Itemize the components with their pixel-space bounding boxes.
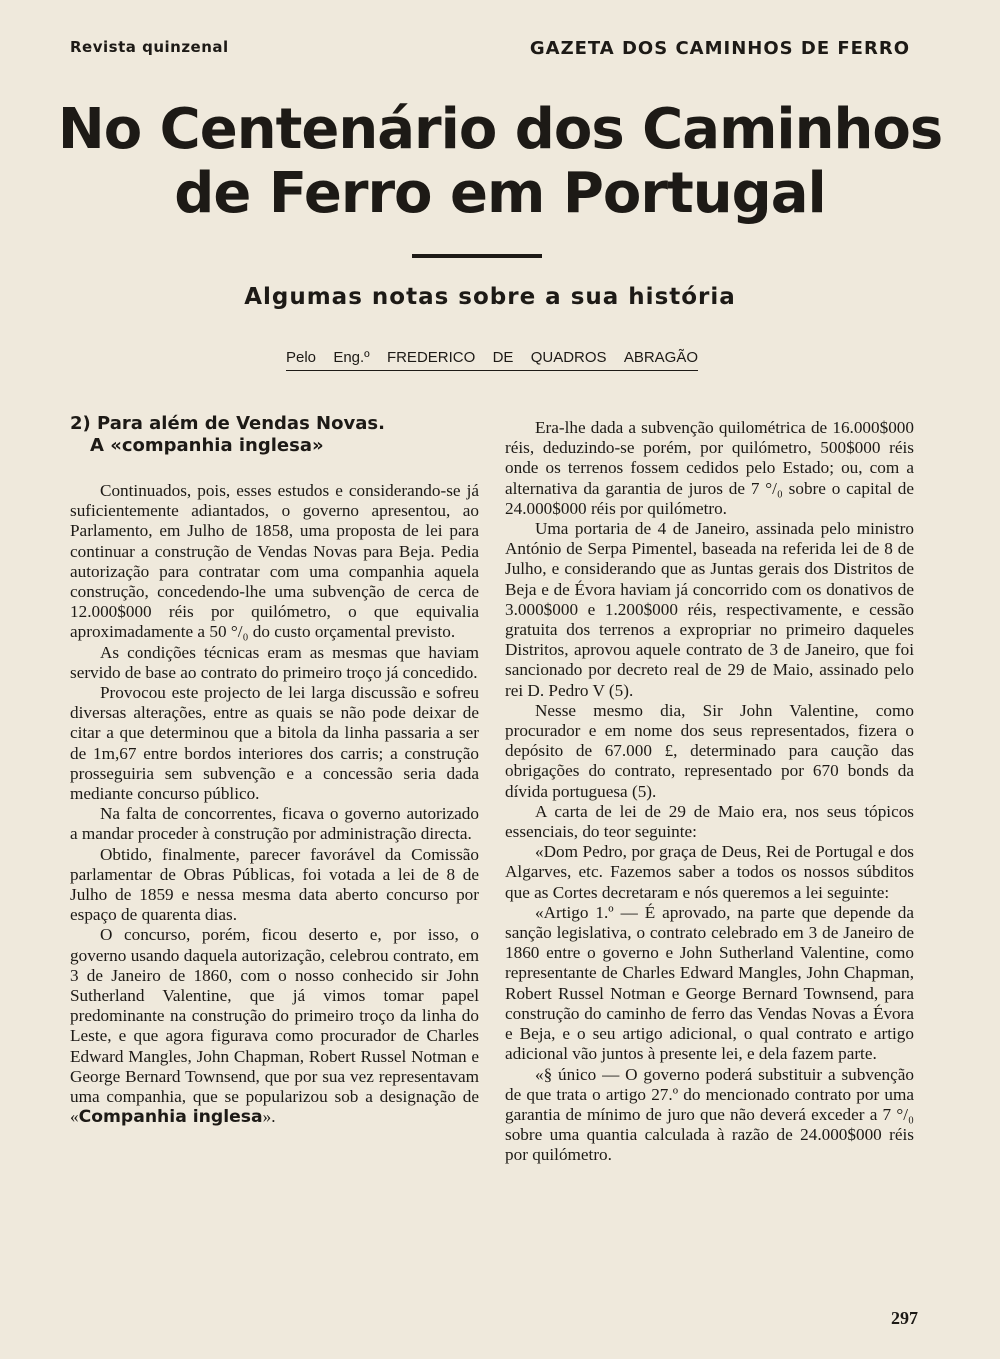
section-heading-line-2: A «companhia inglesa» (90, 435, 324, 456)
paragraph-text: O concurso, porém, ficou deserto e, por isso, o governo usando daquela autorização, celebrou contrato, em 3 de Janeiro de 1860, com o nosso conhecido sir John Sutherland Valentine, que já vimos tomar papel predominante na construção do primeiro troço da linha do Leste, e que agora figurava como procurador de Charles Edward Mangles, John Chapman, Robert Russel Notman e George Bernard Townsend, que por sua vez representavam uma companhia, que se popularizou sob a designação de « (70, 925, 479, 1127)
byline-word: Pelo (286, 349, 317, 366)
paragraph-end: ». (262, 1107, 276, 1127)
right-column (505, 418, 914, 1166)
paragraph: Uma portaria de 4 de Janeiro, assinada pelo ministro António de Serpa Pimentel, baseada na referida lei de 8 de Julho, e considerando que as Juntas gerais dos Distritos de Beja e de Évora haviam já concorrido com os donativos de 3.000$000 e 1.200$000 réis, respectivamente, e cessão gratuita dos terrenos a expropriar no primeiro daqueles Distritos, aprovou aquele contrato de 3 de Janeiro, que foi sancionado por decreto real de 29 de Maio, assinado pelo rei D. Pedro V (5). (505, 519, 914, 700)
article-title-line-2: de Ferro em Portugal (174, 161, 826, 226)
paragraph: Era-lhe dada a subvenção quilométrica de 16.000$000 réis, deduzindo-se porém, por quilómetro, 500$000 réis onde os terrenos fossem cedidos pelo Estado; ou, com a alternativa da garantia de juros de 7 °/₀ sobre o capital de 24.000$000 réis por quilómetro. (505, 418, 914, 518)
paragraph: «§ único — O governo poderá substituir a subvenção de que trata o artigo 27.º do mencionado contrato por uma garantia de mínimo de juro que não deverá exceder a 7 °/₀ sobre uma quantia calculada à razão de 24.000$000 réis por quilómetro. (505, 1064, 914, 1165)
section-heading (70, 413, 385, 457)
paragraph: As condições técnicas eram as mesmas que haviam servido de base ao contrato do primeiro troço já concedido. (70, 642, 479, 682)
running-header-right: GAZETA DOS CAMINHOS DE FERRO (529, 38, 910, 59)
page-number: 297 (891, 1308, 918, 1328)
article-title (40, 98, 960, 226)
paragraph: Continuados, pois, esses estudos e considerando-se já suficientemente adiantados, o governo apresentou, ao Parlamento, em Julho de 1858, uma proposta de lei para continuar a construção de Vendas Novas para Beja. Pedia autorização para contratar com uma companhia aquela construção, concedendo-lhe uma subvenção de cerca de 12.000$000 réis por quilómetro, o que equivalia aproximadamente a 50 °/₀ do custo orçamental previsto. (70, 481, 479, 642)
paragraph: Na falta de concorrentes, ficava o governo autorizado a mandar proceder à construção por administração directa. (70, 804, 479, 844)
running-header-left: Revista quinzenal (70, 38, 229, 56)
emphasis-text: Companhia inglesa (78, 1107, 263, 1128)
paragraph: «Artigo 1.º — É aprovado, na parte que depende da sanção legislativa, o contrato celebrado em 3 de Janeiro de 1860 entre o governo e John Sutherland Valentine, como representante de Charles Edward Mangles, John Chapman, Robert Russel Notman e George Bernard Townsend, para construção do caminho de ferro das Vendas Novas a Évora e Beja, e o seu artigo adicional, o qual contrato e artigo adicional vão juntos à presente lei, e dela fazem parte. (505, 902, 914, 1064)
left-column (70, 481, 479, 1128)
paragraph: Obtido, finalmente, parecer favorável da Comissão parlamentar de Obras Públicas, foi votada a lei de 8 de Julho de 1859 e nessa mesma data aberto concurso por espaço de quarenta dias. (70, 844, 479, 925)
byline-word: Eng.º (333, 349, 370, 366)
paragraph: Provocou este projecto de lei larga discussão e sofreu diversas alterações, entre as quais se não pode deixar de citar a que determinou que a bitola da linha passaria a ser de 1m,67 entre bordos interiores dos carris; a construção prosseguiria sem subvenção e a concessão seria dada mediante concurso público. (70, 683, 479, 804)
byline-word: DE (492, 349, 514, 366)
title-divider (412, 254, 542, 258)
byline-word: FREDERICO (386, 349, 476, 366)
byline-word: QUADROS (530, 349, 607, 366)
paragraph: A carta de lei de 29 de Maio era, nos seus tópicos essenciais, do teor seguinte: (505, 801, 914, 842)
byline-word: ABRAGÃO (623, 349, 698, 366)
paragraph: Nesse mesmo dia, Sir John Valentine, como procurador e em nome dos seus representados, fizera o depósito de 67.000 £, determinado para caução das obrigações do contrato, representado por 670 bonds da dívida portuguesa (5). (505, 700, 914, 801)
paragraph (70, 925, 479, 1127)
article-subtitle: Algumas notas sobre a sua história (244, 284, 736, 310)
section-heading-line-1: 2) Para além de Vendas Novas. (70, 413, 385, 434)
byline (286, 349, 698, 371)
paragraph: «Dom Pedro, por graça de Deus, Rei de Portugal e dos Algarves, etc. Fazemos saber a todos os nossos súbditos que as Cortes decretaram e nós queremos a lei seguinte: (505, 842, 914, 902)
article-title-line-1: No Centenário dos Caminhos (57, 97, 943, 162)
